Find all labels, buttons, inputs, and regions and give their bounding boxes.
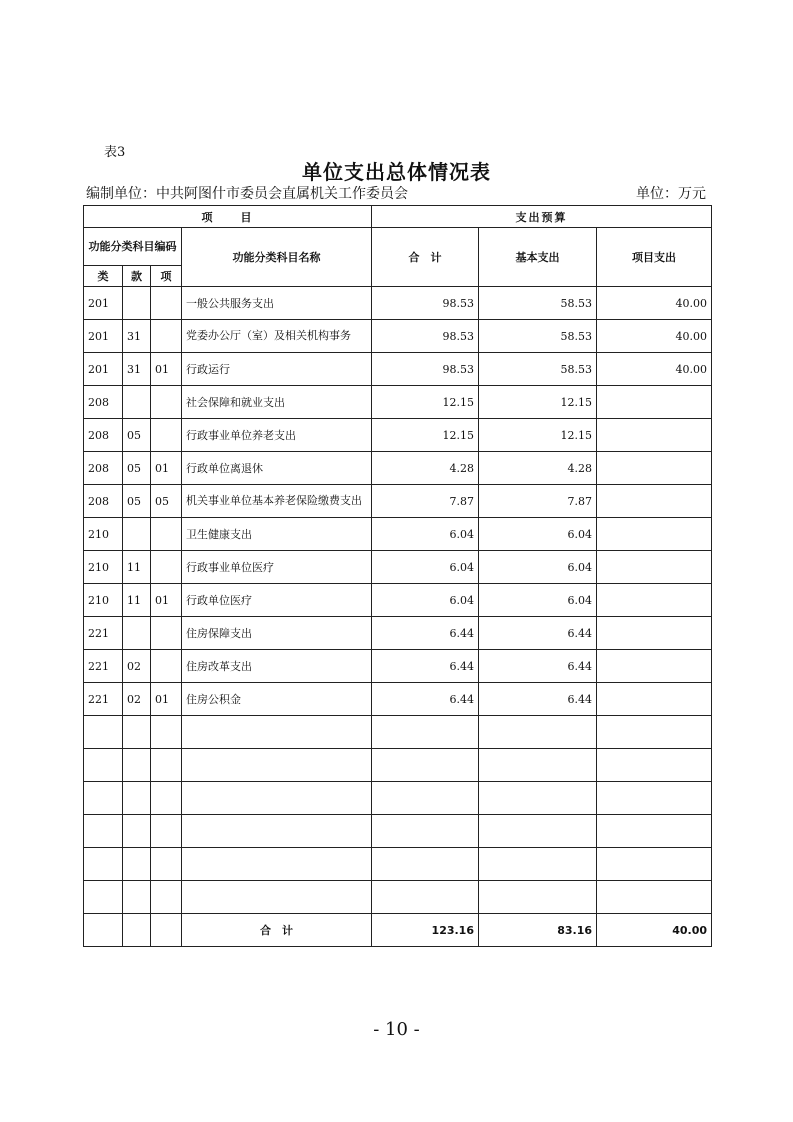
cell-total: 6.04 — [372, 518, 479, 551]
cell-kuan — [123, 386, 151, 419]
cell-kuan — [123, 749, 151, 782]
header-kuan: 款 — [123, 266, 151, 287]
header-project: 项 目 — [84, 206, 372, 228]
budget-table — [83, 205, 712, 947]
header-xiang: 项 — [151, 266, 182, 287]
cell-lei — [84, 782, 123, 815]
cell-project — [597, 650, 712, 683]
cell-name: 行政事业单位养老支出 — [182, 419, 372, 452]
table-row — [84, 320, 712, 353]
total-cell-empty — [84, 914, 123, 947]
cell-basic: 4.28 — [479, 452, 597, 485]
header-project-exp: 项目支出 — [597, 228, 712, 287]
header-row-2 — [84, 228, 712, 266]
cell-name: 行政单位医疗 — [182, 584, 372, 617]
cell-lei: 221 — [84, 650, 123, 683]
cell-lei — [84, 749, 123, 782]
cell-total: 4.28 — [372, 452, 479, 485]
cell-name — [182, 716, 372, 749]
cell-lei: 208 — [84, 386, 123, 419]
cell-name: 行政事业单位医疗 — [182, 551, 372, 584]
cell-name — [182, 749, 372, 782]
cell-basic: 6.44 — [479, 617, 597, 650]
cell-name: 党委办公厅（室）及相关机构事务 — [182, 320, 372, 353]
cell-kuan — [123, 848, 151, 881]
cell-total: 6.04 — [372, 584, 479, 617]
cell-project: 40.00 — [597, 287, 712, 320]
cell-basic: 12.15 — [479, 386, 597, 419]
table-row — [84, 782, 712, 815]
cell-kuan: 11 — [123, 584, 151, 617]
cell-lei: 208 — [84, 485, 123, 518]
total-basic: 83.16 — [479, 914, 597, 947]
cell-xiang — [151, 551, 182, 584]
table-row — [84, 353, 712, 386]
cell-xiang: 01 — [151, 353, 182, 386]
cell-project — [597, 782, 712, 815]
cell-kuan — [123, 617, 151, 650]
total-row — [84, 914, 712, 947]
cell-lei: 208 — [84, 452, 123, 485]
cell-xiang: 01 — [151, 452, 182, 485]
cell-project — [597, 716, 712, 749]
currency-unit: 单位：万元 — [636, 186, 706, 202]
total-label: 合 计 — [182, 914, 372, 947]
cell-basic — [479, 848, 597, 881]
cell-lei — [84, 716, 123, 749]
cell-total: 7.87 — [372, 485, 479, 518]
cell-project — [597, 452, 712, 485]
cell-xiang — [151, 419, 182, 452]
cell-kuan: 31 — [123, 353, 151, 386]
cell-xiang — [151, 617, 182, 650]
cell-total: 98.53 — [372, 287, 479, 320]
cell-name: 机关事业单位基本养老保险缴费支出 — [182, 485, 372, 518]
cell-total: 12.15 — [372, 386, 479, 419]
cell-basic: 6.04 — [479, 518, 597, 551]
cell-basic — [479, 782, 597, 815]
cell-name — [182, 848, 372, 881]
cell-project — [597, 518, 712, 551]
cell-xiang — [151, 749, 182, 782]
table-row — [84, 419, 712, 452]
cell-name: 住房改革支出 — [182, 650, 372, 683]
table-row — [84, 650, 712, 683]
cell-total: 6.44 — [372, 650, 479, 683]
cell-name: 住房保障支出 — [182, 617, 372, 650]
total-cell-empty — [151, 914, 182, 947]
compiling-unit: 编制单位：中共阿图什市委员会直属机关工作委员会 — [86, 186, 408, 202]
cell-project — [597, 848, 712, 881]
cell-lei: 221 — [84, 683, 123, 716]
cell-name: 住房公积金 — [182, 683, 372, 716]
cell-total — [372, 716, 479, 749]
cell-basic — [479, 749, 597, 782]
cell-basic: 58.53 — [479, 320, 597, 353]
cell-xiang — [151, 782, 182, 815]
cell-project — [597, 485, 712, 518]
cell-xiang — [151, 287, 182, 320]
cell-kuan — [123, 881, 151, 914]
cell-xiang — [151, 386, 182, 419]
cell-project: 40.00 — [597, 320, 712, 353]
table-row — [84, 551, 712, 584]
cell-kuan: 02 — [123, 683, 151, 716]
cell-xiang — [151, 716, 182, 749]
cell-lei: 201 — [84, 287, 123, 320]
cell-project: 40.00 — [597, 353, 712, 386]
cell-name: 一般公共服务支出 — [182, 287, 372, 320]
cell-total: 6.04 — [372, 551, 479, 584]
cell-project — [597, 584, 712, 617]
header-basic: 基本支出 — [479, 228, 597, 287]
cell-xiang — [151, 848, 182, 881]
cell-total — [372, 848, 479, 881]
cell-lei — [84, 815, 123, 848]
table-row — [84, 287, 712, 320]
cell-project — [597, 749, 712, 782]
header-budget: 支出预算 — [372, 206, 712, 228]
cell-xiang — [151, 320, 182, 353]
cell-kuan — [123, 518, 151, 551]
cell-total: 6.44 — [372, 617, 479, 650]
cell-total — [372, 749, 479, 782]
cell-xiang: 01 — [151, 584, 182, 617]
table-label: 表3 — [104, 145, 126, 160]
cell-project — [597, 551, 712, 584]
cell-name — [182, 881, 372, 914]
cell-basic: 6.04 — [479, 584, 597, 617]
cell-total: 98.53 — [372, 353, 479, 386]
cell-project — [597, 815, 712, 848]
cell-kuan: 05 — [123, 485, 151, 518]
cell-xiang — [151, 815, 182, 848]
cell-total: 98.53 — [372, 320, 479, 353]
cell-kuan: 11 — [123, 551, 151, 584]
cell-kuan: 05 — [123, 419, 151, 452]
cell-basic: 6.04 — [479, 551, 597, 584]
header-code-group: 功能分类科目编码 — [84, 228, 182, 266]
cell-name: 卫生健康支出 — [182, 518, 372, 551]
table-row — [84, 683, 712, 716]
cell-name: 社会保障和就业支出 — [182, 386, 372, 419]
table-row — [84, 749, 712, 782]
cell-name — [182, 815, 372, 848]
table-row — [84, 881, 712, 914]
cell-lei: 208 — [84, 419, 123, 452]
table-row — [84, 452, 712, 485]
cell-lei: 210 — [84, 518, 123, 551]
table-body — [84, 287, 712, 914]
header-lei: 类 — [84, 266, 123, 287]
total-cell-empty — [123, 914, 151, 947]
table-row — [84, 848, 712, 881]
cell-lei: 210 — [84, 551, 123, 584]
cell-lei — [84, 848, 123, 881]
cell-lei: 201 — [84, 320, 123, 353]
cell-basic: 6.44 — [479, 683, 597, 716]
cell-kuan: 02 — [123, 650, 151, 683]
cell-basic — [479, 881, 597, 914]
cell-basic: 6.44 — [479, 650, 597, 683]
cell-basic: 58.53 — [479, 287, 597, 320]
cell-total — [372, 881, 479, 914]
cell-total: 12.15 — [372, 419, 479, 452]
cell-xiang — [151, 650, 182, 683]
table-row — [84, 815, 712, 848]
cell-kuan — [123, 287, 151, 320]
page-title: 单位支出总体情况表 — [302, 160, 491, 184]
cell-kuan: 31 — [123, 320, 151, 353]
cell-total — [372, 782, 479, 815]
cell-project — [597, 386, 712, 419]
cell-project — [597, 617, 712, 650]
cell-kuan — [123, 716, 151, 749]
cell-xiang: 05 — [151, 485, 182, 518]
cell-xiang: 01 — [151, 683, 182, 716]
cell-lei: 210 — [84, 584, 123, 617]
table-row — [84, 386, 712, 419]
table-row — [84, 584, 712, 617]
cell-lei: 201 — [84, 353, 123, 386]
total-project: 40.00 — [597, 914, 712, 947]
header-total: 合 计 — [372, 228, 479, 287]
total-sum: 123.16 — [372, 914, 479, 947]
cell-project — [597, 683, 712, 716]
cell-project — [597, 881, 712, 914]
cell-kuan — [123, 782, 151, 815]
header-row-1 — [84, 206, 712, 228]
cell-lei — [84, 881, 123, 914]
meta-row — [86, 183, 706, 203]
cell-basic: 12.15 — [479, 419, 597, 452]
cell-name — [182, 782, 372, 815]
table-row — [84, 617, 712, 650]
cell-name: 行政运行 — [182, 353, 372, 386]
cell-basic — [479, 815, 597, 848]
cell-total: 6.44 — [372, 683, 479, 716]
table-row — [84, 518, 712, 551]
table-row — [84, 716, 712, 749]
cell-basic: 58.53 — [479, 353, 597, 386]
cell-total — [372, 815, 479, 848]
cell-kuan — [123, 815, 151, 848]
cell-kuan: 05 — [123, 452, 151, 485]
cell-basic — [479, 716, 597, 749]
cell-project — [597, 419, 712, 452]
cell-xiang — [151, 518, 182, 551]
page-number: - 10 - — [373, 1019, 420, 1040]
cell-lei: 221 — [84, 617, 123, 650]
cell-basic: 7.87 — [479, 485, 597, 518]
table-row — [84, 485, 712, 518]
cell-xiang — [151, 881, 182, 914]
header-name: 功能分类科目名称 — [182, 228, 372, 287]
cell-name: 行政单位离退休 — [182, 452, 372, 485]
